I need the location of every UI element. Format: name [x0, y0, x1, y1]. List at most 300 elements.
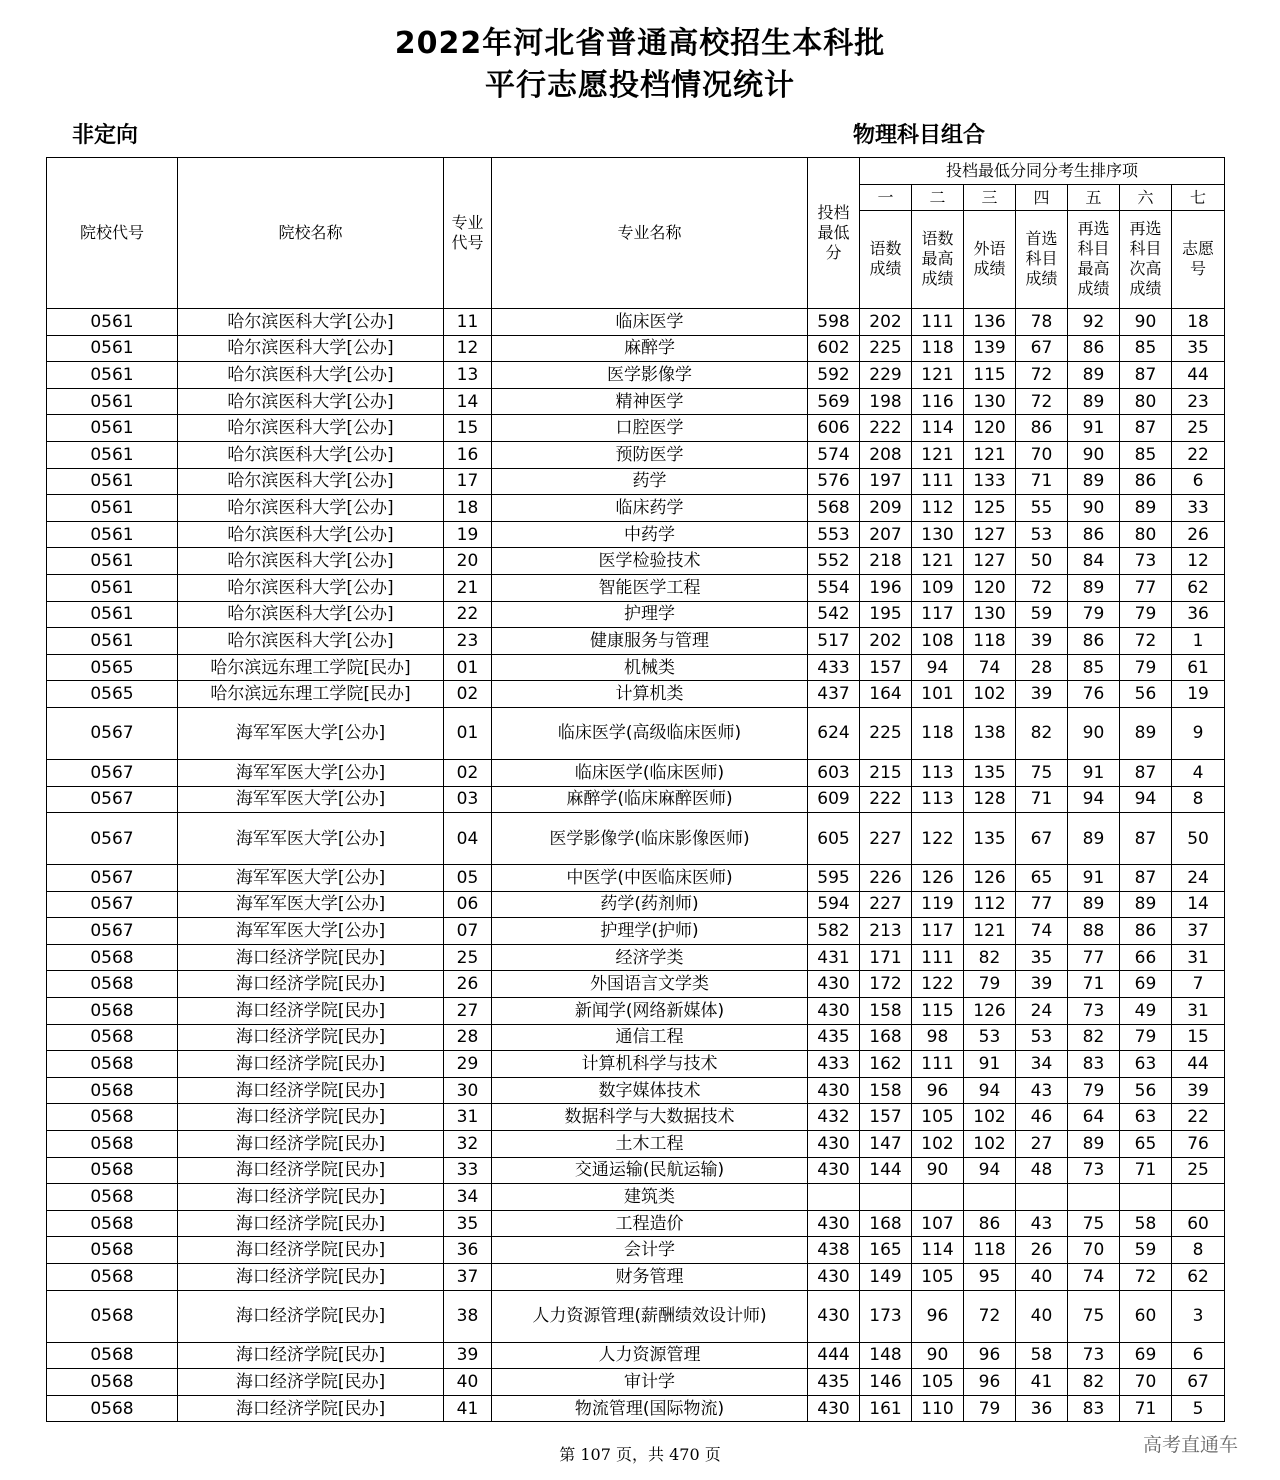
- table-row: [47, 309, 1225, 336]
- header-min-score: 投档最低分: [808, 158, 860, 309]
- cell-major-code: 31: [444, 1104, 492, 1131]
- cell-major-code: 13: [444, 362, 492, 389]
- cell-second-subject-next: 89: [1120, 707, 1172, 759]
- table-row: [47, 1131, 1225, 1158]
- table-row: [47, 1024, 1225, 1051]
- cell-major-code: 39: [444, 1342, 492, 1369]
- cell-school-code: 0568: [47, 1369, 178, 1396]
- cell-chinese-math: 198: [860, 388, 912, 415]
- cell-second-subject-max: 88: [1068, 918, 1120, 945]
- header-order-6: 六: [1120, 185, 1172, 210]
- cell-school-name: 海口经济学院[民办]: [178, 1290, 444, 1342]
- cell-chinese-math: 226: [860, 865, 912, 892]
- cell-min-score: 431: [808, 944, 860, 971]
- cell-foreign-lang: 133: [964, 468, 1016, 495]
- cell-min-score: 438: [808, 1237, 860, 1264]
- cell-major-code: 05: [444, 865, 492, 892]
- cell-foreign-lang: 79: [964, 971, 1016, 998]
- cell-second-subject-max: 91: [1068, 759, 1120, 786]
- cell-major-name: 会计学: [492, 1237, 808, 1264]
- cell-foreign-lang: 115: [964, 362, 1016, 389]
- header-order-5: 五: [1068, 185, 1120, 210]
- cell-school-name: 海军军医大学[公办]: [178, 759, 444, 786]
- cell-application-no: 25: [1172, 1157, 1225, 1184]
- cell-major-code: 27: [444, 998, 492, 1025]
- cell-second-subject-max: 86: [1068, 521, 1120, 548]
- cell-foreign-lang: 53: [964, 1024, 1016, 1051]
- cell-foreign-lang: 95: [964, 1264, 1016, 1291]
- cell-major-code: 02: [444, 759, 492, 786]
- cell-second-subject-max: 89: [1068, 574, 1120, 601]
- cell-second-subject-next: 77: [1120, 574, 1172, 601]
- header-school-name: 院校名称: [178, 158, 444, 309]
- cell-first-subject: 24: [1016, 998, 1068, 1025]
- cell-chinese-math: 213: [860, 918, 912, 945]
- cell-first-subject: 86: [1016, 415, 1068, 442]
- table-row: [47, 1104, 1225, 1131]
- cell-school-name: 哈尔滨医科大学[公办]: [178, 388, 444, 415]
- cell-major-code: 11: [444, 309, 492, 336]
- cell-application-no: 39: [1172, 1077, 1225, 1104]
- cell-chinese-math: 144: [860, 1157, 912, 1184]
- cell-chinese-math: 227: [860, 813, 912, 865]
- cell-chinese-math-max: 94: [912, 654, 964, 681]
- cell-second-subject-max: 73: [1068, 1342, 1120, 1369]
- cell-second-subject-next: 87: [1120, 362, 1172, 389]
- cell-major-name: 计算机科学与技术: [492, 1051, 808, 1078]
- table-row: [47, 1342, 1225, 1369]
- cell-school-code: 0568: [47, 1077, 178, 1104]
- cell-min-score: 606: [808, 415, 860, 442]
- cell-chinese-math: 164: [860, 681, 912, 708]
- cell-major-name: 计算机类: [492, 681, 808, 708]
- cell-application-no: 24: [1172, 865, 1225, 892]
- cell-foreign-lang: 126: [964, 865, 1016, 892]
- cell-min-score: 430: [808, 1395, 860, 1422]
- cell-second-subject-next: 79: [1120, 601, 1172, 628]
- cell-foreign-lang: 126: [964, 998, 1016, 1025]
- table-row: [47, 362, 1225, 389]
- cell-school-name: 哈尔滨远东理工学院[民办]: [178, 654, 444, 681]
- cell-foreign-lang: 127: [964, 521, 1016, 548]
- cell-foreign-lang: 102: [964, 1131, 1016, 1158]
- cell-school-name: 海军军医大学[公办]: [178, 813, 444, 865]
- cell-school-code: 0561: [47, 628, 178, 655]
- cell-chinese-math: 227: [860, 891, 912, 918]
- cell-second-subject-next: 72: [1120, 628, 1172, 655]
- cell-first-subject: 35: [1016, 944, 1068, 971]
- cell-second-subject-next: 63: [1120, 1051, 1172, 1078]
- table-row: [47, 1290, 1225, 1342]
- header-major-name: 专业名称: [492, 158, 808, 309]
- cell-second-subject-max: 90: [1068, 495, 1120, 522]
- cell-foreign-lang: 118: [964, 628, 1016, 655]
- cell-application-no: 1: [1172, 628, 1225, 655]
- cell-first-subject: 50: [1016, 548, 1068, 575]
- cell-min-score: 574: [808, 441, 860, 468]
- cell-min-score: 430: [808, 998, 860, 1025]
- cell-chinese-math-max: 105: [912, 1369, 964, 1396]
- cell-major-code: 30: [444, 1077, 492, 1104]
- cell-chinese-math: 215: [860, 759, 912, 786]
- cell-second-subject-max: 89: [1068, 891, 1120, 918]
- cell-second-subject-max: 91: [1068, 415, 1120, 442]
- cell-major-code: 16: [444, 441, 492, 468]
- cell-school-name: 海口经济学院[民办]: [178, 1077, 444, 1104]
- cell-school-code: 0568: [47, 971, 178, 998]
- cell-second-subject-next: 59: [1120, 1237, 1172, 1264]
- cell-major-code: 26: [444, 971, 492, 998]
- cell-second-subject-next: 90: [1120, 309, 1172, 336]
- cell-first-subject: 28: [1016, 654, 1068, 681]
- cell-major-code: 23: [444, 628, 492, 655]
- cell-application-no: 5: [1172, 1395, 1225, 1422]
- table-row: [47, 335, 1225, 362]
- cell-chinese-math-max: 111: [912, 1051, 964, 1078]
- cell-school-code: 0561: [47, 521, 178, 548]
- cell-first-subject: 27: [1016, 1131, 1068, 1158]
- cell-first-subject: 82: [1016, 707, 1068, 759]
- cell-major-code: 17: [444, 468, 492, 495]
- cell-first-subject: 67: [1016, 813, 1068, 865]
- header-major-code: 专业代号: [444, 158, 492, 309]
- cell-chinese-math-max: 111: [912, 944, 964, 971]
- cell-first-subject: 59: [1016, 601, 1068, 628]
- cell-major-code: 03: [444, 786, 492, 813]
- cell-major-code: 01: [444, 654, 492, 681]
- cell-major-name: 外国语言文学类: [492, 971, 808, 998]
- cell-application-no: 67: [1172, 1369, 1225, 1396]
- cell-second-subject-next: 69: [1120, 1342, 1172, 1369]
- cell-major-name: 新闻学(网络新媒体): [492, 998, 808, 1025]
- cell-foreign-lang: 121: [964, 441, 1016, 468]
- cell-chinese-math: 162: [860, 1051, 912, 1078]
- cell-second-subject-max: 92: [1068, 309, 1120, 336]
- cell-major-name: 临床医学: [492, 309, 808, 336]
- cell-second-subject-max: 82: [1068, 1024, 1120, 1051]
- cell-major-name: 人力资源管理(薪酬绩效设计师): [492, 1290, 808, 1342]
- cell-application-no: 23: [1172, 388, 1225, 415]
- cell-school-name: 海口经济学院[民办]: [178, 998, 444, 1025]
- cell-chinese-math-max: 111: [912, 309, 964, 336]
- cell-major-name: 物流管理(国际物流): [492, 1395, 808, 1422]
- cell-major-name: 口腔医学: [492, 415, 808, 442]
- cell-school-name: 海口经济学院[民办]: [178, 1395, 444, 1422]
- cell-chinese-math: 157: [860, 1104, 912, 1131]
- cell-second-subject-next: 80: [1120, 388, 1172, 415]
- cell-application-no: 8: [1172, 1237, 1225, 1264]
- cell-application-no: 33: [1172, 495, 1225, 522]
- cell-first-subject: 65: [1016, 865, 1068, 892]
- table-row: [47, 971, 1225, 998]
- cell-chinese-math-max: 107: [912, 1210, 964, 1237]
- cell-school-name: 哈尔滨医科大学[公办]: [178, 601, 444, 628]
- cell-first-subject: 53: [1016, 521, 1068, 548]
- page-title-line1: 2022年河北省普通高校招生本科批: [394, 26, 886, 61]
- cell-school-name: 海口经济学院[民办]: [178, 1210, 444, 1237]
- cell-second-subject-max: 89: [1068, 388, 1120, 415]
- cell-school-code: 0568: [47, 1051, 178, 1078]
- cell-foreign-lang: 138: [964, 707, 1016, 759]
- table-row: [47, 654, 1225, 681]
- cell-school-name: 哈尔滨医科大学[公办]: [178, 335, 444, 362]
- cell-second-subject-next: 87: [1120, 865, 1172, 892]
- cell-second-subject-max: 82: [1068, 1369, 1120, 1396]
- cell-first-subject: 53: [1016, 1024, 1068, 1051]
- cell-school-code: 0568: [47, 998, 178, 1025]
- cell-school-code: 0568: [47, 1157, 178, 1184]
- cell-major-code: 01: [444, 707, 492, 759]
- cell-min-score: 430: [808, 1131, 860, 1158]
- cell-second-subject-max: 89: [1068, 362, 1120, 389]
- cell-chinese-math: 173: [860, 1290, 912, 1342]
- cell-chinese-math: 222: [860, 415, 912, 442]
- cell-chinese-math-max: 122: [912, 971, 964, 998]
- cell-min-score: 598: [808, 309, 860, 336]
- cell-major-code: 36: [444, 1237, 492, 1264]
- cell-major-name: 临床医学(高级临床医师): [492, 707, 808, 759]
- cell-chinese-math-max: [912, 1184, 964, 1211]
- cell-school-code: 0567: [47, 759, 178, 786]
- cell-first-subject: 71: [1016, 786, 1068, 813]
- cell-foreign-lang: 72: [964, 1290, 1016, 1342]
- cell-chinese-math: 207: [860, 521, 912, 548]
- cell-foreign-lang: 79: [964, 1395, 1016, 1422]
- cell-school-name: 海军军医大学[公办]: [178, 786, 444, 813]
- cell-second-subject-max: 91: [1068, 865, 1120, 892]
- cell-second-subject-max: 75: [1068, 1210, 1120, 1237]
- cell-application-no: 6: [1172, 1342, 1225, 1369]
- cell-second-subject-next: 63: [1120, 1104, 1172, 1131]
- cell-first-subject: [1016, 1184, 1068, 1211]
- cell-major-code: 34: [444, 1184, 492, 1211]
- cell-second-subject-max: 84: [1068, 548, 1120, 575]
- cell-first-subject: 78: [1016, 309, 1068, 336]
- cell-application-no: 44: [1172, 362, 1225, 389]
- cell-foreign-lang: 120: [964, 415, 1016, 442]
- cell-chinese-math-max: 102: [912, 1131, 964, 1158]
- cell-min-score: 568: [808, 495, 860, 522]
- cell-major-name: 医学检验技术: [492, 548, 808, 575]
- cell-first-subject: 72: [1016, 388, 1068, 415]
- cell-chinese-math-max: 121: [912, 548, 964, 575]
- cell-chinese-math: 148: [860, 1342, 912, 1369]
- cell-foreign-lang: 130: [964, 388, 1016, 415]
- cell-application-no: 12: [1172, 548, 1225, 575]
- cell-application-no: [1172, 1184, 1225, 1211]
- cell-second-subject-max: 73: [1068, 998, 1120, 1025]
- cell-major-code: 40: [444, 1369, 492, 1396]
- cell-application-no: 36: [1172, 601, 1225, 628]
- cell-second-subject-max: 70: [1068, 1237, 1120, 1264]
- cell-second-subject-max: 79: [1068, 1077, 1120, 1104]
- cell-second-subject-next: 79: [1120, 1024, 1172, 1051]
- cell-foreign-lang: 74: [964, 654, 1016, 681]
- cell-second-subject-next: 49: [1120, 998, 1172, 1025]
- cell-min-score: 430: [808, 1264, 860, 1291]
- cell-school-code: 0567: [47, 813, 178, 865]
- cell-chinese-math: 225: [860, 335, 912, 362]
- cell-school-code: 0568: [47, 1210, 178, 1237]
- cell-application-no: 15: [1172, 1024, 1225, 1051]
- cell-application-no: 6: [1172, 468, 1225, 495]
- cell-application-no: 25: [1172, 415, 1225, 442]
- header-subitem-7: 志愿号: [1172, 210, 1225, 308]
- cell-second-subject-max: 74: [1068, 1264, 1120, 1291]
- cell-min-score: 433: [808, 1051, 860, 1078]
- cell-chinese-math: 149: [860, 1264, 912, 1291]
- cell-major-name: 经济学类: [492, 944, 808, 971]
- cell-second-subject-max: 64: [1068, 1104, 1120, 1131]
- cell-application-no: 62: [1172, 1264, 1225, 1291]
- header-subitem-2: 语数最高成绩: [912, 210, 964, 308]
- cell-school-name: 哈尔滨医科大学[公办]: [178, 362, 444, 389]
- cell-major-code: 14: [444, 388, 492, 415]
- cell-chinese-math-max: 101: [912, 681, 964, 708]
- cell-school-name: 海口经济学院[民办]: [178, 1264, 444, 1291]
- cell-foreign-lang: 112: [964, 891, 1016, 918]
- cell-school-name: 海口经济学院[民办]: [178, 944, 444, 971]
- cell-second-subject-max: 76: [1068, 681, 1120, 708]
- cell-min-score: 433: [808, 654, 860, 681]
- cell-chinese-math: 165: [860, 1237, 912, 1264]
- cell-application-no: 26: [1172, 521, 1225, 548]
- cell-second-subject-next: 56: [1120, 681, 1172, 708]
- cell-school-code: 0565: [47, 681, 178, 708]
- table-row: [47, 388, 1225, 415]
- cell-major-code: 19: [444, 521, 492, 548]
- cell-major-name: 机械类: [492, 654, 808, 681]
- table-row: [47, 891, 1225, 918]
- cell-second-subject-next: [1120, 1184, 1172, 1211]
- header-subitem-5: 再选科目最高成绩: [1068, 210, 1120, 308]
- cell-min-score: 430: [808, 971, 860, 998]
- cell-second-subject-next: 89: [1120, 891, 1172, 918]
- cell-chinese-math-max: 122: [912, 813, 964, 865]
- cell-major-name: 护理学(护师): [492, 918, 808, 945]
- cell-first-subject: 36: [1016, 1395, 1068, 1422]
- header-subitem-6: 再选科目次高成绩: [1120, 210, 1172, 308]
- cell-school-name: 哈尔滨医科大学[公办]: [178, 468, 444, 495]
- cell-application-no: 7: [1172, 971, 1225, 998]
- page-title-line2: 平行志愿投档情况统计: [485, 68, 795, 103]
- cell-second-subject-next: 72: [1120, 1264, 1172, 1291]
- cell-school-code: 0561: [47, 574, 178, 601]
- cell-first-subject: 75: [1016, 759, 1068, 786]
- cell-min-score: 553: [808, 521, 860, 548]
- cell-major-code: 20: [444, 548, 492, 575]
- cell-second-subject-next: 79: [1120, 654, 1172, 681]
- cell-first-subject: 39: [1016, 971, 1068, 998]
- cell-second-subject-max: [1068, 1184, 1120, 1211]
- cell-chinese-math: 158: [860, 998, 912, 1025]
- cell-foreign-lang: 91: [964, 1051, 1016, 1078]
- cell-major-name: 审计学: [492, 1369, 808, 1396]
- cell-foreign-lang: 136: [964, 309, 1016, 336]
- cell-school-code: 0568: [47, 1237, 178, 1264]
- cell-school-name: 海口经济学院[民办]: [178, 1369, 444, 1396]
- cell-foreign-lang: 135: [964, 759, 1016, 786]
- cell-first-subject: 55: [1016, 495, 1068, 522]
- cell-school-name: 海口经济学院[民办]: [178, 1237, 444, 1264]
- cell-foreign-lang: 135: [964, 813, 1016, 865]
- cell-major-name: 临床医学(临床医师): [492, 759, 808, 786]
- cell-application-no: 50: [1172, 813, 1225, 865]
- table-row: [47, 998, 1225, 1025]
- cell-school-code: 0568: [47, 1290, 178, 1342]
- cell-second-subject-next: 71: [1120, 1157, 1172, 1184]
- cell-foreign-lang: [964, 1184, 1016, 1211]
- table-row: [47, 813, 1225, 865]
- cell-first-subject: 67: [1016, 335, 1068, 362]
- cell-second-subject-next: 85: [1120, 441, 1172, 468]
- cell-school-name: 海口经济学院[民办]: [178, 1131, 444, 1158]
- table-row: [47, 1264, 1225, 1291]
- cell-school-name: 海口经济学院[民办]: [178, 1184, 444, 1211]
- cell-second-subject-max: 86: [1068, 335, 1120, 362]
- cell-major-code: 28: [444, 1024, 492, 1051]
- cell-second-subject-next: 85: [1120, 335, 1172, 362]
- cell-first-subject: 39: [1016, 681, 1068, 708]
- cell-second-subject-max: 83: [1068, 1395, 1120, 1422]
- cell-first-subject: 48: [1016, 1157, 1068, 1184]
- cell-application-no: 37: [1172, 918, 1225, 945]
- cell-school-code: 0561: [47, 468, 178, 495]
- cell-application-no: 62: [1172, 574, 1225, 601]
- cell-school-code: 0568: [47, 1342, 178, 1369]
- cell-chinese-math-max: 119: [912, 891, 964, 918]
- cell-application-no: 4: [1172, 759, 1225, 786]
- cell-school-name: 海口经济学院[民办]: [178, 971, 444, 998]
- header-subitem-4: 首选科目成绩: [1016, 210, 1068, 308]
- cell-major-name: 医学影像学: [492, 362, 808, 389]
- cell-school-code: 0561: [47, 309, 178, 336]
- cell-major-name: 麻醉学(临床麻醉医师): [492, 786, 808, 813]
- header-school-code: 院校代号: [47, 158, 178, 309]
- table-row: [47, 548, 1225, 575]
- cell-school-name: 海军军医大学[公办]: [178, 891, 444, 918]
- cell-major-code: 06: [444, 891, 492, 918]
- cell-min-score: 554: [808, 574, 860, 601]
- cell-min-score: 603: [808, 759, 860, 786]
- cell-first-subject: 70: [1016, 441, 1068, 468]
- cell-second-subject-next: 94: [1120, 786, 1172, 813]
- cell-second-subject-max: 94: [1068, 786, 1120, 813]
- cell-major-code: 37: [444, 1264, 492, 1291]
- cell-school-code: 0567: [47, 786, 178, 813]
- cell-first-subject: 71: [1016, 468, 1068, 495]
- cell-min-score: 435: [808, 1024, 860, 1051]
- cell-foreign-lang: 82: [964, 944, 1016, 971]
- cell-chinese-math-max: 113: [912, 786, 964, 813]
- cell-school-code: 0567: [47, 865, 178, 892]
- cell-min-score: 592: [808, 362, 860, 389]
- cell-min-score: 605: [808, 813, 860, 865]
- cell-chinese-math: 168: [860, 1210, 912, 1237]
- cell-chinese-math: 147: [860, 1131, 912, 1158]
- cell-school-code: 0568: [47, 1395, 178, 1422]
- table-row: [47, 468, 1225, 495]
- cell-chinese-math: 208: [860, 441, 912, 468]
- table-row: [47, 628, 1225, 655]
- cell-first-subject: 74: [1016, 918, 1068, 945]
- cell-school-code: 0565: [47, 654, 178, 681]
- cell-first-subject: 41: [1016, 1369, 1068, 1396]
- cell-application-no: 31: [1172, 944, 1225, 971]
- cell-foreign-lang: 86: [964, 1210, 1016, 1237]
- cell-school-name: 哈尔滨医科大学[公办]: [178, 521, 444, 548]
- cell-first-subject: 40: [1016, 1264, 1068, 1291]
